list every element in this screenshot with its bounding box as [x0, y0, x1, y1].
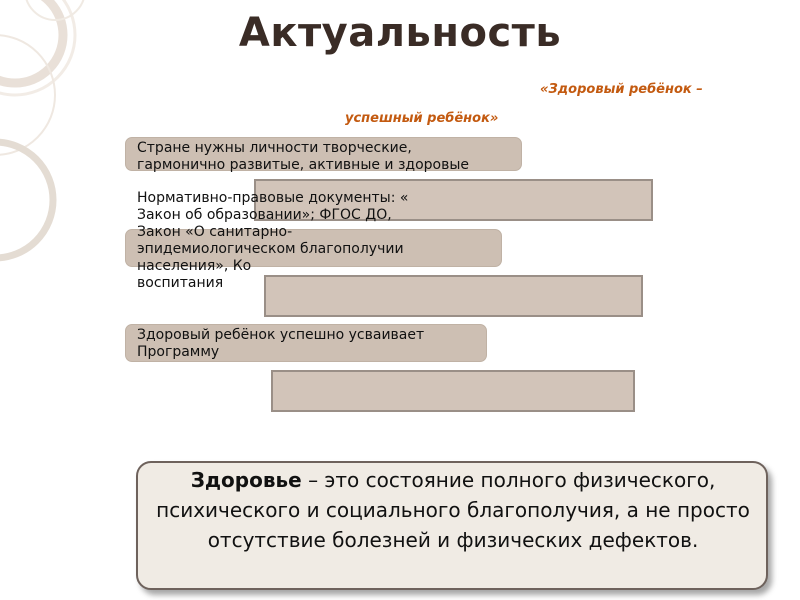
slide-title: Актуальность — [238, 10, 562, 56]
subtitle-line-2: успешный ребёнок» — [345, 111, 499, 126]
item-text-3: Здоровый ребёнок успешно усваивает Программу — [137, 327, 425, 360]
highlight-box-3 — [271, 370, 635, 412]
definition-body: – это состояние полного физического, психического и социального благополучия, а не просто отсутствие болезней и физических дефектов. — [156, 468, 750, 552]
definition-term: Здоровье — [190, 468, 302, 492]
definition-text — [150, 465, 756, 555]
item-text-2: Нормативно-правовые документы: « Закон об образовании»; ФГОС ДО, Закон «О санитарно- эпидемиологическом благополучии населения», Ко воспитания — [137, 190, 409, 291]
item-text-1: Стране нужны личности творческие, гармонично развитые, активные и здоровые — [137, 140, 470, 173]
subtitle-line-1: «Здоровый ребёнок – — [540, 82, 703, 97]
